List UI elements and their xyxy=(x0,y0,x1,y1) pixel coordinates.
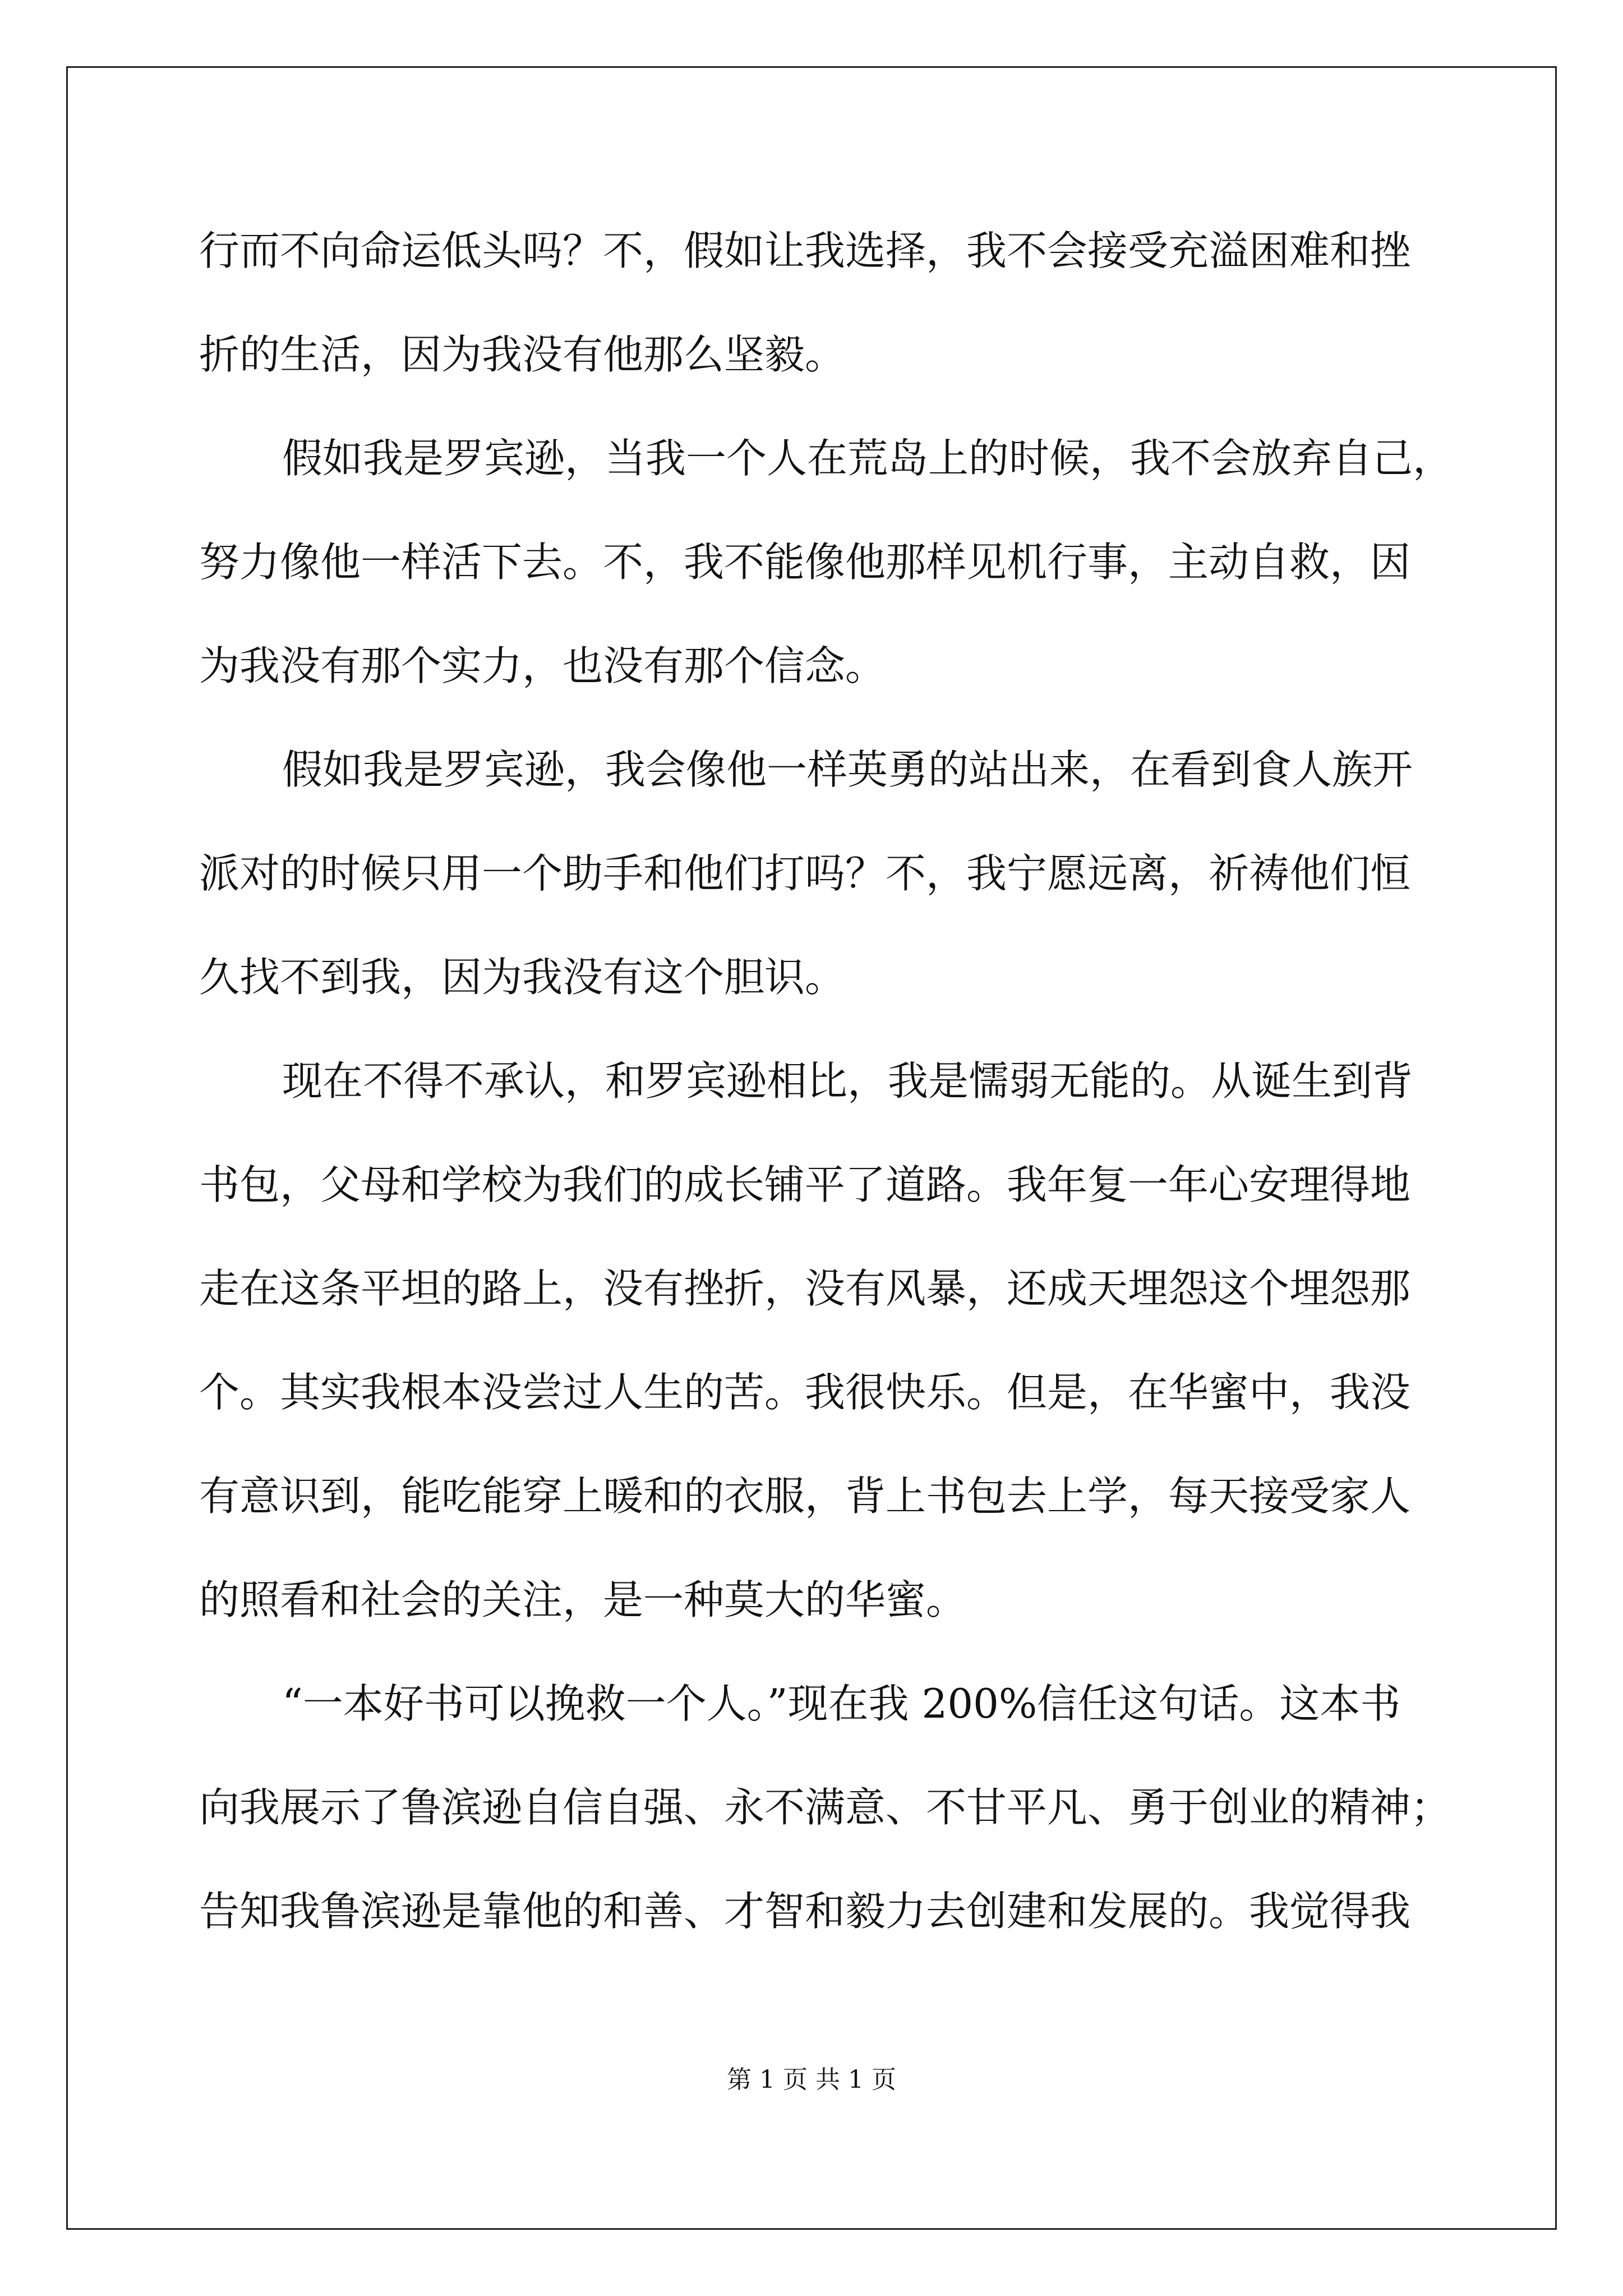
text-line-5: 为我没有那个实力，也没有那个信念。 xyxy=(199,642,886,689)
text-line-11: 走在这条平坦的路上，没有挫折，没有风暴，还成天埋怨这个埋怨那 xyxy=(199,1265,1411,1312)
text-line-13: 有意识到，能吃能穿上暖和的衣服，背上书包去上学，每天接受家人 xyxy=(199,1473,1411,1520)
text-line-10: 书包，父母和学校为我们的成长铺平了道路。我年复一年心安理得地 xyxy=(199,1161,1411,1208)
text-line-17: 告知我鲁滨逊是靠他的和善、才智和毅力去创建和发展的。我觉得我 xyxy=(199,1888,1411,1935)
text-line-12: 个。其实我根本没尝过人生的苦。我很快乐。但是，在华蜜中，我没 xyxy=(199,1369,1411,1416)
text-line-15: “一本好书可以挽救一个人。”现在我 200%信任这句话。这本书 xyxy=(282,1680,1401,1727)
text-line-1: 行而不向命运低头吗？不，假如让我选择，我不会接受充溢困难和挫 xyxy=(199,227,1411,274)
text-line-14: 的照看和社会的关注，是一种莫大的华蜜。 xyxy=(199,1576,967,1623)
text-line-3: 假如我是罗宾逊，当我一个人在荒岛上的时候，我不会放弃自己， xyxy=(282,435,1454,482)
page-number-footer: 第 1 页 共 1 页 xyxy=(727,2065,896,2094)
text-line-16: 向我展示了鲁滨逊自信自强、永不满意、不甘平凡、勇于创业的精神； xyxy=(199,1784,1451,1831)
text-line-2: 折的生活，因为我没有他那么坚毅。 xyxy=(199,331,846,378)
document-body xyxy=(199,209,1454,1973)
text-line-6: 假如我是罗宾逊，我会像他一样英勇的站出来，在看到食人族开 xyxy=(282,746,1413,793)
text-line-8: 久找不到我，因为我没有这个胆识。 xyxy=(199,954,846,1001)
text-line-7: 派对的时候只用一个助手和他们打吗？不，我宁愿远离，祈祷他们恒 xyxy=(199,850,1411,897)
text-line-9: 现在不得不承认，和罗宾逊相比，我是懦弱无能的。从诞生到背 xyxy=(282,1057,1413,1105)
text-line-4: 努力像他一样活下去。不，我不能像他那样见机行事，主动自救，因 xyxy=(199,539,1411,586)
